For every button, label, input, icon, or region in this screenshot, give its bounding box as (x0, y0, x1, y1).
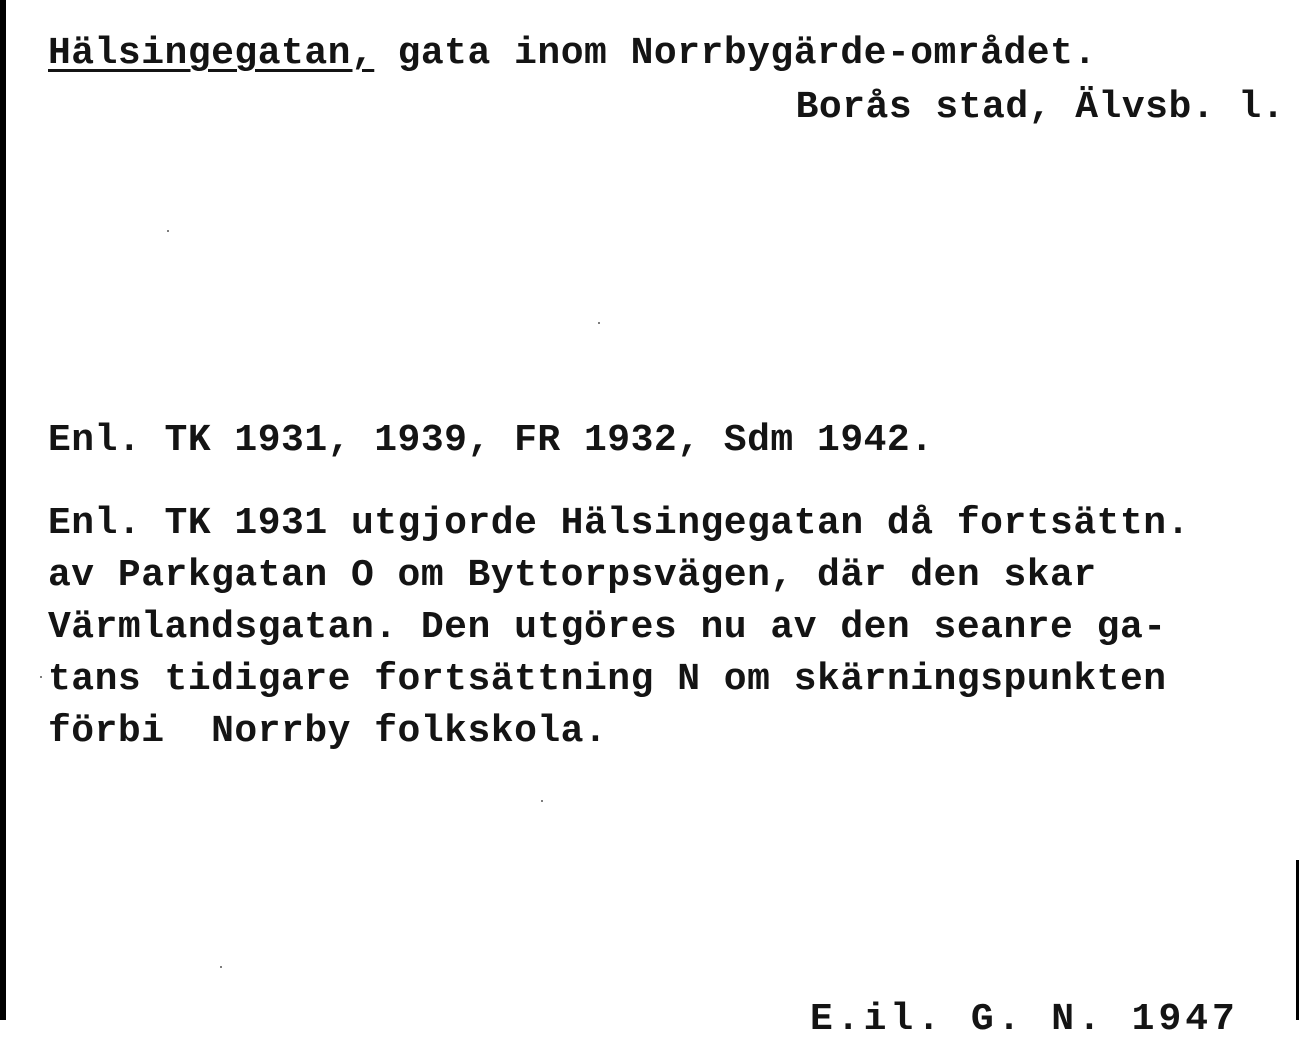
paper-speck (541, 800, 543, 802)
paper-speck (167, 230, 169, 232)
card-left-edge (0, 0, 6, 1020)
paper-speck (220, 966, 222, 968)
sources-line: Enl. TK 1931, 1939, FR 1932, Sdm 1942. (48, 419, 934, 462)
paper-speck (40, 676, 42, 678)
card-heading (48, 28, 1097, 80)
card-body (48, 498, 1190, 758)
body-line: Värmlandsgatan. Den utgöres nu av den seanre ga- (48, 606, 1167, 649)
body-line: Enl. TK 1931 utgjorde Hälsingegatan då fortsättn. (48, 502, 1190, 545)
location-line: Borås stad, Älvsb. l. (795, 86, 1285, 129)
body-line: förbi Norrby folkskola. (48, 710, 608, 753)
footer-signature-partial: E.il. G. N. 1947 (810, 998, 1239, 1041)
body-line: av Parkgatan O om Byttorpsvägen, där den skar (48, 554, 1097, 597)
street-name: Hälsingegatan, (48, 32, 375, 75)
street-description: gata inom Norrbygärde-området. (374, 32, 1097, 75)
body-line: tans tidigare fortsättning N om skärningspunkten (48, 658, 1167, 701)
paper-speck (598, 322, 600, 324)
